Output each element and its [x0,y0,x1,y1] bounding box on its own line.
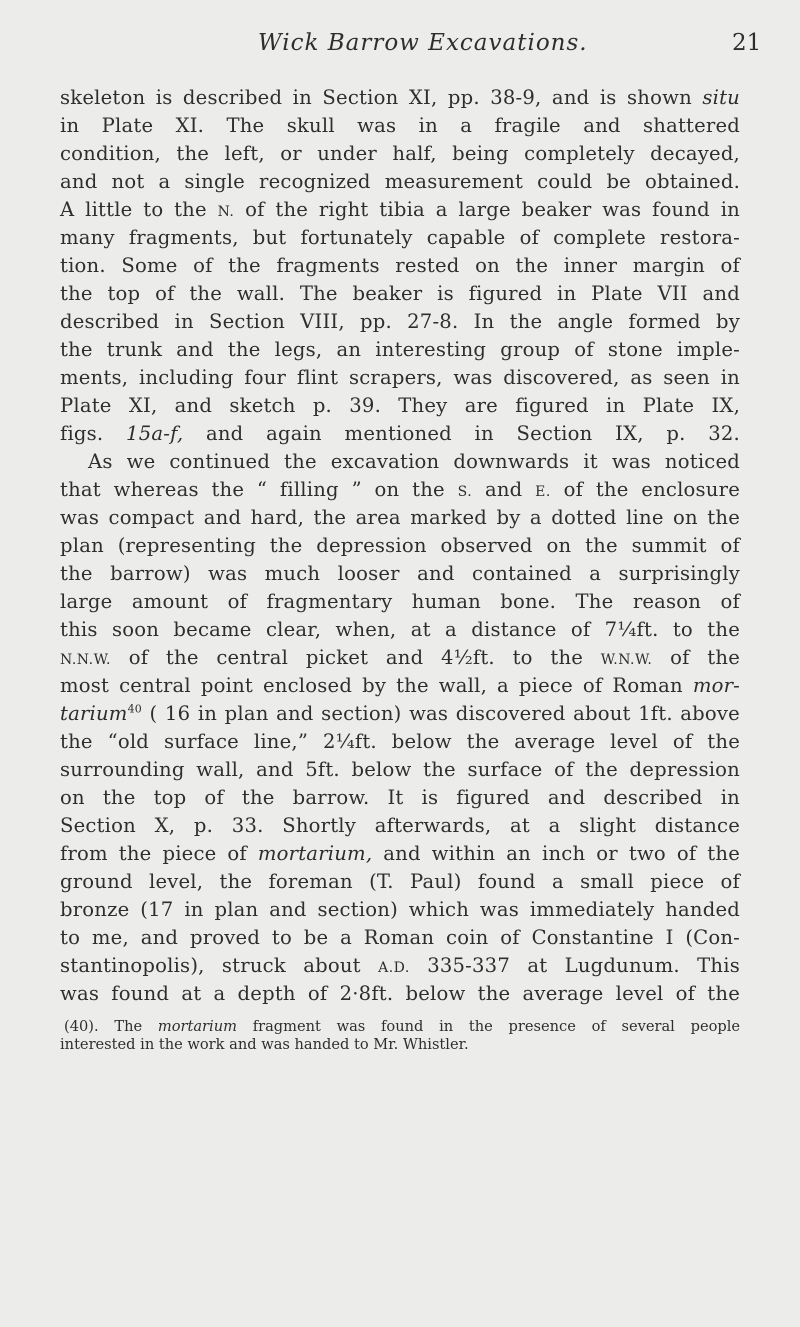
text-line: the trunk and the legs, an interesting group of stone imple- [60,338,740,361]
text-line: from the piece of mortarium, and within an inch or two of the [60,842,740,865]
text-line: the barrow) was much looser and contained a surprisingly [60,562,740,585]
text-line: on the top of the barrow. It is figured and described in [60,786,740,809]
text-line: tarium$^{40}$ ( 16 in plan and section) was discovered about 1ft. above [60,702,740,725]
footnote-line: interested in the work and was handed to Mr. Whistler. [60,1036,469,1053]
text-line: that whereas the “ filling ” on the S. and E. of the enclosure [60,478,740,501]
text-line: A little to the N. of the right tibia a large beaker was found in [60,198,740,221]
text-line: ments, including four flint scrapers, was discovered, as seen in [60,366,740,389]
text-line: in Plate XI. The skull was in a fragile and shattered [60,114,740,137]
text-line: figs. 15a-f, and again mentioned in Section IX, p. 32. [60,422,740,445]
text-line: skeleton is described in Section XI, pp. 38-9, and is shown situ [60,86,740,109]
text-line: N.N.W. of the central picket and 4½ft. to the W.N.W. of the [60,646,740,669]
text-line: Section X, p. 33. Shortly afterwards, at a slight distance [60,814,740,837]
paragraph-start: As we continued the excavation downwards it was noticed [88,450,740,473]
text-line: this soon became clear, when, at a distance of 7¼ft. to the [60,618,740,641]
text-line: tion. Some of the fragments rested on the inner margin of [60,254,740,277]
text-line: Plate XI, and sketch p. 39. They are figured in Plate IX, [60,394,740,417]
text-line: stantinopolis), struck about A.D. 335-337 at Lugdunum. This [60,954,740,977]
text-line: large amount of fragmentary human bone. The reason of [60,590,740,613]
text-line: the “old surface line,” 2¼ft. below the average level of the [60,730,740,753]
text-line: plan (representing the depression observed on the summit of [60,534,740,557]
text-line: and not a single recognized measurement could be obtained. [60,170,740,193]
text-line: described in Section VIII, pp. 27-8. In the angle formed by [60,310,740,333]
text-line: condition, the left, or under half, being completely decayed, [60,142,740,165]
text-line: was compact and hard, the area marked by a dotted line on the [60,506,740,529]
running-header: Wick Barrow Excavations. [258,30,588,56]
text-line: many fragments, but fortunately capable of complete restora- [60,226,740,249]
text-line: most central point enclosed by the wall, a piece of Roman mor- [60,674,740,697]
text-line: to me, and proved to be a Roman coin of Constantine I (Con- [60,926,740,949]
footnote-ref: 40 [127,702,142,716]
text-line: surrounding wall, and 5ft. below the surface of the depression [60,758,740,781]
text-line: was found at a depth of 2·8ft. below the average level of the [60,982,740,1005]
text-line: bronze (17 in plan and section) which was immediately handed [60,898,740,921]
text-line: the top of the wall. The beaker is figured in Plate VII and [60,282,740,305]
footnote-line: (40). The mortarium fragment was found in the presence of several people [64,1018,741,1035]
text-line: ground level, the foreman (T. Paul) found a small piece of [60,870,740,893]
page-number: 21 [732,30,762,56]
